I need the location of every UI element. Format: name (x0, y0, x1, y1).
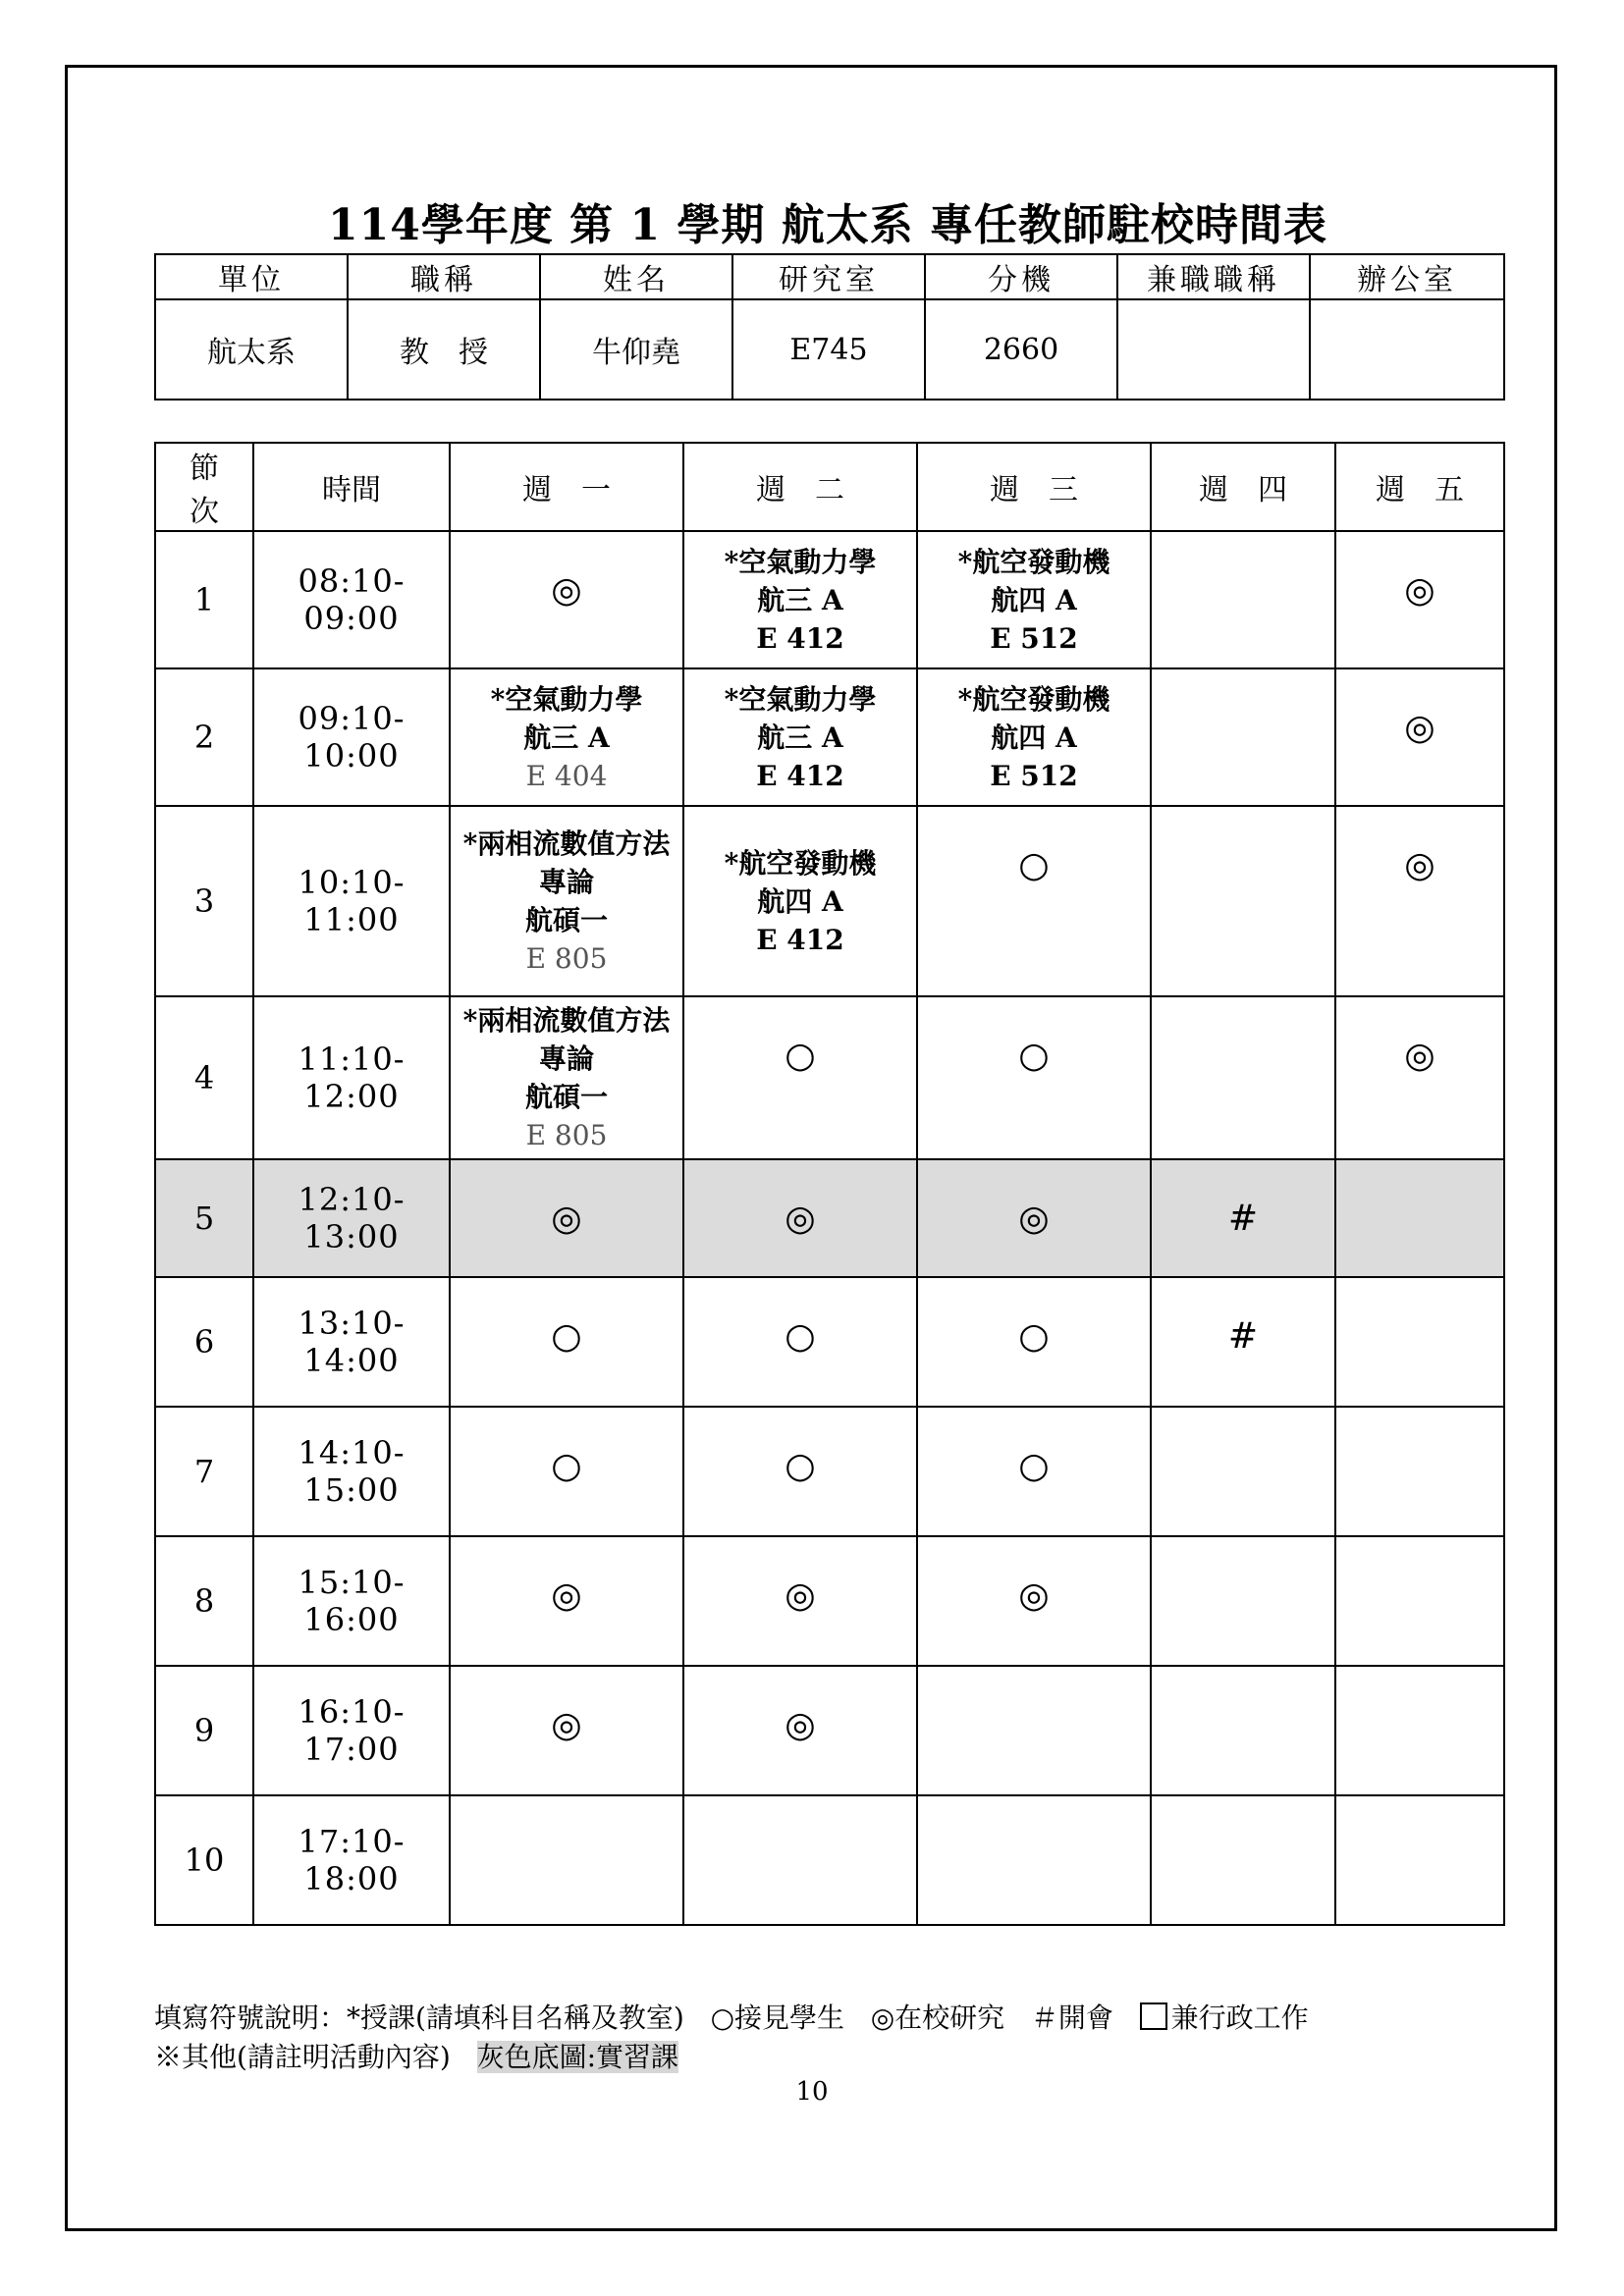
circle-icon: ○ (1018, 1316, 1050, 1357)
course-room: E 404 (525, 759, 608, 792)
course-room: E 805 (525, 942, 608, 975)
cell-thursday (1151, 668, 1335, 806)
header-period-line2: 次 (189, 495, 219, 529)
course-name: *航空發動機 (957, 545, 1110, 578)
schedule-row (155, 996, 1504, 1159)
header-period-line1: 節 (189, 452, 219, 486)
period-number: 1 (155, 531, 253, 668)
double-circle-icon: ◎ (1018, 1575, 1050, 1616)
course-name: *空氣動力學 (724, 682, 877, 716)
cell-tuesday (683, 996, 917, 1159)
cell-monday (450, 531, 683, 668)
period-number: 3 (155, 806, 253, 996)
cell-thursday (1151, 996, 1335, 1159)
cell-tuesday (683, 1795, 917, 1925)
cell-wednesday (917, 996, 1151, 1159)
cell-monday (450, 996, 683, 1159)
cell-thursday (1151, 1407, 1335, 1536)
info-header-lab: 研究室 (732, 254, 925, 299)
page-number: 10 (795, 2077, 829, 2107)
cell-tuesday (683, 1666, 917, 1795)
double-circle-icon: ◎ (551, 570, 582, 611)
period-number: 7 (155, 1407, 253, 1536)
info-header-row (155, 254, 1504, 299)
schedule-row (155, 1666, 1504, 1795)
info-value-office (1310, 299, 1504, 400)
course-entry (684, 543, 916, 658)
schedule-row (155, 806, 1504, 996)
cell-wednesday (917, 1795, 1151, 1925)
time-slot: 12:10-13:00 (253, 1159, 450, 1277)
double-circle-icon: ◎ (785, 1199, 816, 1239)
header-monday: 週 一 (450, 443, 683, 531)
cell-wednesday (917, 1666, 1151, 1795)
cell-friday (1335, 1536, 1504, 1666)
cell-monday (450, 1407, 683, 1536)
course-name: *兩相流數值方法 (462, 828, 671, 860)
double-circle-icon: ◎ (785, 1705, 816, 1745)
info-header-office: 辦公室 (1310, 254, 1504, 299)
time-slot: 14:10-15:00 (253, 1407, 450, 1536)
double-circle-icon: ◎ (551, 1199, 582, 1239)
info-value-row (155, 299, 1504, 400)
course-class: 專論 (538, 866, 594, 898)
schedule-row (155, 1407, 1504, 1536)
circle-icon: ○ (785, 1446, 816, 1486)
circle-icon: ○ (1018, 1036, 1050, 1076)
info-header-name: 姓名 (540, 254, 732, 299)
header-period (155, 443, 253, 531)
legend-meet: ○接見學生 (710, 2002, 844, 2034)
course-class: 航三 A (757, 721, 843, 754)
teacher-info-table (154, 253, 1505, 400)
course-room: E 512 (990, 621, 1078, 655)
course-entry (918, 680, 1150, 795)
cell-tuesday (683, 531, 917, 668)
info-value-unit: 航太系 (155, 299, 348, 400)
cell-friday (1335, 1159, 1504, 1277)
cell-wednesday (917, 668, 1151, 806)
period-number: 10 (155, 1795, 253, 1925)
time-slot: 10:10-11:00 (253, 806, 450, 996)
info-header-part-time-title: 兼職職稱 (1117, 254, 1310, 299)
circle-icon: ○ (551, 1316, 582, 1357)
double-circle-icon: ◎ (785, 1575, 816, 1616)
time-slot: 15:10-16:00 (253, 1536, 450, 1666)
double-circle-icon: ◎ (1404, 845, 1435, 885)
period-number: 9 (155, 1666, 253, 1795)
course-name: *航空發動機 (724, 846, 877, 880)
schedule-row (155, 531, 1504, 668)
circle-icon: ○ (785, 1036, 816, 1076)
course-entry (451, 825, 682, 978)
legend-gray-note: 灰色底圖:實習課 (476, 2041, 678, 2073)
legend-research: ◎在校研究 (870, 2002, 1005, 2034)
cell-thursday (1151, 1159, 1335, 1277)
info-value-extension: 2660 (925, 299, 1117, 400)
cell-friday (1335, 531, 1504, 668)
time-slot: 13:10-14:00 (253, 1277, 450, 1407)
schedule-row (155, 1159, 1504, 1277)
course-room: E 412 (756, 759, 844, 792)
schedule-row (155, 668, 1504, 806)
cell-monday (450, 1795, 683, 1925)
cell-monday (450, 1666, 683, 1795)
checkbox-icon (1140, 2002, 1167, 2030)
circle-icon: ○ (551, 1446, 582, 1486)
cell-thursday (1151, 1536, 1335, 1666)
double-circle-icon: ◎ (1404, 708, 1435, 748)
time-slot: 08:10-09:00 (253, 531, 450, 668)
cell-friday (1335, 668, 1504, 806)
double-circle-icon: ◎ (1018, 1199, 1050, 1239)
period-number: 4 (155, 996, 253, 1159)
cell-wednesday (917, 531, 1151, 668)
time-slot: 17:10-18:00 (253, 1795, 450, 1925)
schedule-table (154, 442, 1505, 1926)
course-name: *兩相流數值方法 (462, 1004, 671, 1037)
cell-friday (1335, 806, 1504, 996)
double-circle-icon: ◎ (1404, 570, 1435, 611)
legend-prefix: 填寫符號說明：*授課(請填科目名稱及教室) (154, 2002, 684, 2034)
schedule-row (155, 1536, 1504, 1666)
cell-monday (450, 1159, 683, 1277)
header-thursday: 週 四 (1151, 443, 1335, 531)
cell-wednesday (917, 806, 1151, 996)
info-value-name: 牛仰堯 (540, 299, 732, 400)
course-entry (451, 1001, 682, 1154)
course-class: 航四 A (991, 583, 1077, 616)
time-slot: 16:10-17:00 (253, 1666, 450, 1795)
cell-tuesday (683, 1159, 917, 1277)
cell-friday (1335, 1666, 1504, 1795)
course-class: 專論 (538, 1042, 594, 1075)
header-friday: 週 五 (1335, 443, 1504, 531)
legend-admin: 兼行政工作 (1170, 2002, 1309, 2034)
cell-friday (1335, 1795, 1504, 1925)
cell-friday (1335, 996, 1504, 1159)
course-entry (451, 680, 682, 795)
course-room: E 412 (756, 923, 844, 956)
period-number: 6 (155, 1277, 253, 1407)
course-name: *航空發動機 (957, 682, 1110, 716)
period-number: 8 (155, 1536, 253, 1666)
schedule-body (155, 531, 1504, 1925)
cell-monday (450, 1277, 683, 1407)
info-value-part-time-title (1117, 299, 1310, 400)
course-entry (684, 680, 916, 795)
double-circle-icon: ◎ (551, 1705, 582, 1745)
cell-monday (450, 806, 683, 996)
circle-icon: ○ (1018, 845, 1050, 885)
info-header-extension: 分機 (925, 254, 1117, 299)
cell-tuesday (683, 668, 917, 806)
cell-tuesday (683, 1407, 917, 1536)
circle-icon: ○ (1018, 1446, 1050, 1486)
period-number: 5 (155, 1159, 253, 1277)
legend-meeting: ＃開會 (1030, 2002, 1113, 2034)
legend-line-1 (154, 1999, 1309, 2038)
course-entry (918, 543, 1150, 658)
legend-other: ※其他(請註明活動內容) (154, 2041, 451, 2073)
course-room: E 412 (756, 621, 844, 655)
course-name: *空氣動力學 (724, 545, 877, 578)
info-header-title: 職稱 (348, 254, 540, 299)
course-room: E 512 (990, 759, 1078, 792)
info-header-unit: 單位 (155, 254, 348, 299)
page-title: 114學年度 第 1 學期 航太系 專任教師駐校時間表 (327, 200, 1328, 250)
header-wednesday: 週 三 (917, 443, 1151, 531)
time-slot: 11:10-12:00 (253, 996, 450, 1159)
period-number: 2 (155, 668, 253, 806)
legend (154, 1999, 1309, 2077)
cell-thursday (1151, 531, 1335, 668)
course-class: 航碩一 (524, 904, 608, 936)
cell-friday (1335, 1277, 1504, 1407)
cell-wednesday (917, 1407, 1151, 1536)
course-name: *空氣動力學 (490, 682, 643, 716)
course-class: 航三 A (757, 583, 843, 616)
cell-thursday (1151, 806, 1335, 996)
cell-thursday (1151, 1795, 1335, 1925)
schedule-row (155, 1277, 1504, 1407)
cell-wednesday (917, 1159, 1151, 1277)
course-class: 航碩一 (524, 1081, 608, 1113)
course-entry (684, 844, 916, 959)
cell-friday (1335, 1407, 1504, 1536)
hash-icon: # (1227, 1199, 1259, 1239)
cell-thursday (1151, 1666, 1335, 1795)
hash-icon: # (1227, 1316, 1259, 1357)
schedule-row (155, 1795, 1504, 1925)
header-time: 時間 (253, 443, 450, 531)
legend-line-2 (154, 2038, 1309, 2077)
cell-tuesday (683, 1277, 917, 1407)
circle-icon: ○ (785, 1316, 816, 1357)
cell-thursday (1151, 1277, 1335, 1407)
course-class: 航四 A (757, 884, 843, 918)
info-value-lab: E745 (732, 299, 925, 400)
cell-monday (450, 1536, 683, 1666)
course-class: 航四 A (991, 721, 1077, 754)
header-tuesday: 週 二 (683, 443, 917, 531)
course-class: 航三 A (523, 721, 610, 754)
course-room: E 805 (525, 1119, 608, 1151)
double-circle-icon: ◎ (1404, 1036, 1435, 1076)
cell-tuesday (683, 806, 917, 996)
cell-wednesday (917, 1536, 1151, 1666)
schedule-header-row (155, 443, 1504, 531)
cell-monday (450, 668, 683, 806)
cell-wednesday (917, 1277, 1151, 1407)
info-value-title: 教 授 (348, 299, 540, 400)
double-circle-icon: ◎ (551, 1575, 582, 1616)
time-slot: 09:10-10:00 (253, 668, 450, 806)
cell-tuesday (683, 1536, 917, 1666)
